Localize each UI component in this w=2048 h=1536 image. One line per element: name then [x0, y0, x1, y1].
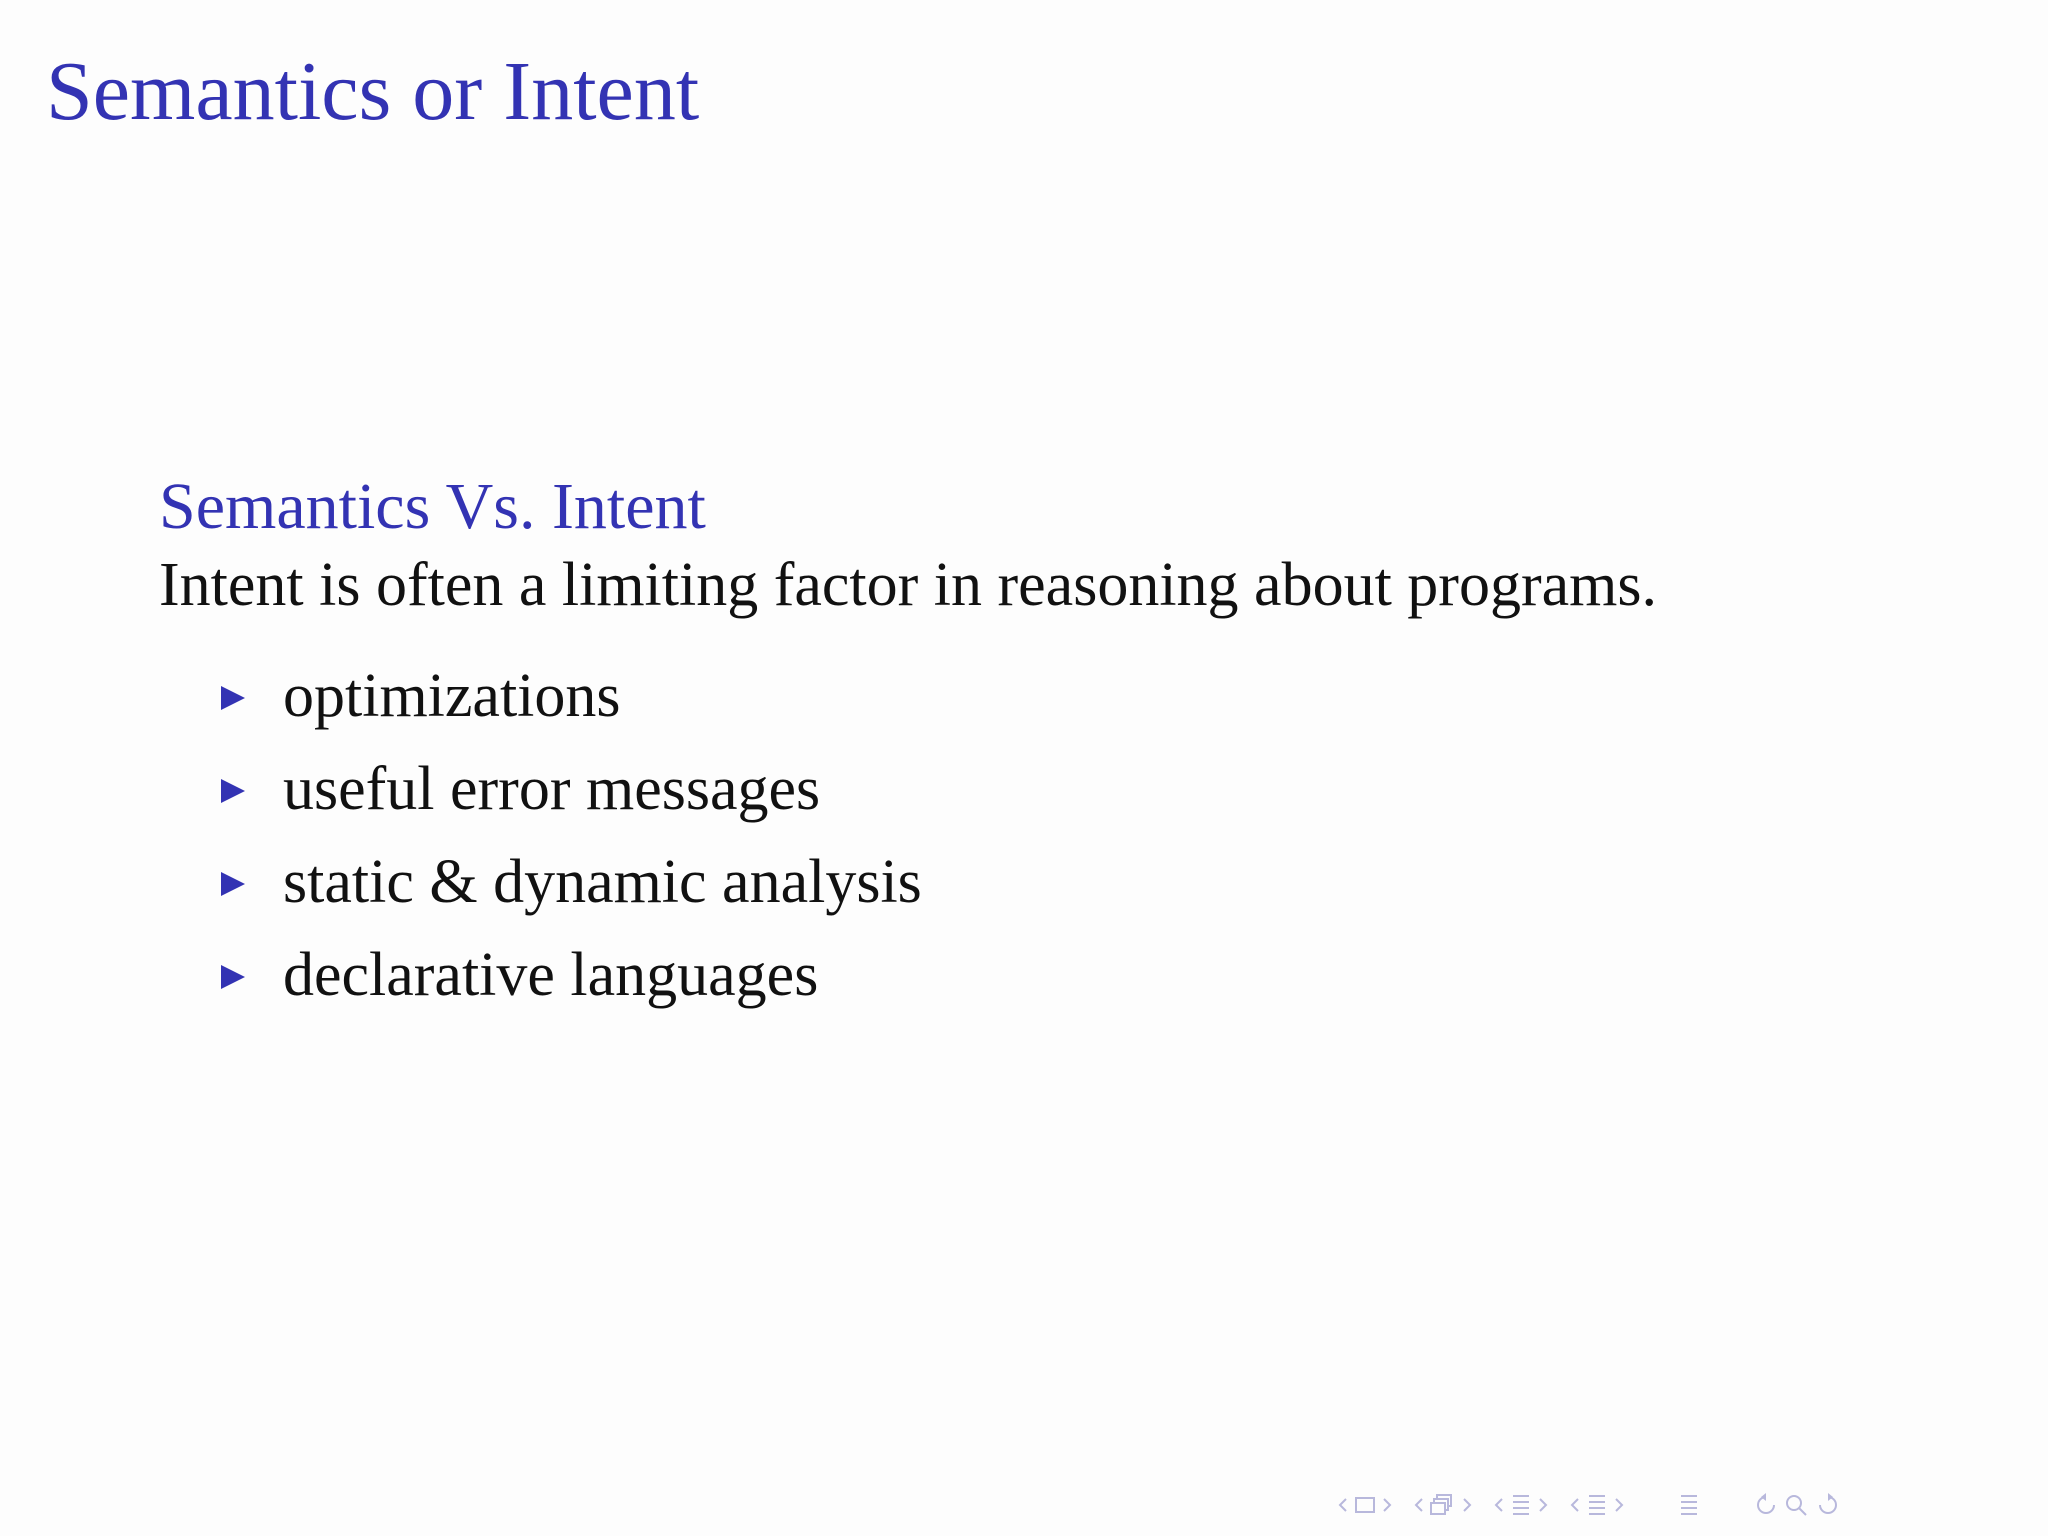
slides-navigation [1412, 1493, 1474, 1517]
navigation-bar [1336, 1490, 2036, 1520]
slides-icon[interactable] [1426, 1493, 1460, 1517]
list-item [159, 836, 2009, 929]
next-frame-icon[interactable] [1380, 1495, 1394, 1515]
frame-navigation [1336, 1495, 1394, 1515]
page-title: Semantics or Intent [46, 45, 700, 138]
section-icon[interactable] [1582, 1492, 1612, 1518]
list-item [159, 929, 2009, 1022]
frame-icon[interactable] [1350, 1495, 1380, 1515]
next-subsection-icon[interactable] [1536, 1495, 1550, 1515]
list-item-text: declarative languages [283, 941, 819, 1009]
triangle-bullet-icon [221, 965, 245, 989]
prev-slide-icon[interactable] [1412, 1495, 1426, 1515]
triangle-bullet-icon [221, 779, 245, 803]
forward-icon[interactable] [1812, 1492, 1842, 1518]
align-icon[interactable] [1674, 1492, 1704, 1518]
list-item-text: useful error messages [283, 755, 821, 823]
list-item-text: static & dynamic analysis [283, 848, 922, 916]
history-navigation [1752, 1492, 1842, 1518]
back-icon[interactable] [1752, 1492, 1782, 1518]
search-icon[interactable] [1782, 1492, 1812, 1518]
triangle-bullet-icon [221, 872, 245, 896]
subsection-icon[interactable] [1506, 1492, 1536, 1518]
prev-frame-icon[interactable] [1336, 1495, 1350, 1515]
next-section-icon[interactable] [1612, 1495, 1626, 1515]
content-block [159, 468, 2009, 1022]
triangle-bullet-icon [221, 686, 245, 710]
bullet-list [159, 650, 2009, 1022]
block-title: Semantics Vs. Intent [159, 470, 706, 543]
align-navigation [1674, 1492, 1704, 1518]
list-item [159, 743, 2009, 836]
block-body-text: Intent is often a limiting factor in reasoning about programs. [159, 551, 1657, 619]
subsection-navigation [1492, 1492, 1550, 1518]
prev-section-icon[interactable] [1568, 1495, 1582, 1515]
prev-subsection-icon[interactable] [1492, 1495, 1506, 1515]
next-slide-icon[interactable] [1460, 1495, 1474, 1515]
section-navigation [1568, 1492, 1626, 1518]
list-item-text: optimizations [283, 662, 621, 730]
list-item [159, 650, 2009, 743]
